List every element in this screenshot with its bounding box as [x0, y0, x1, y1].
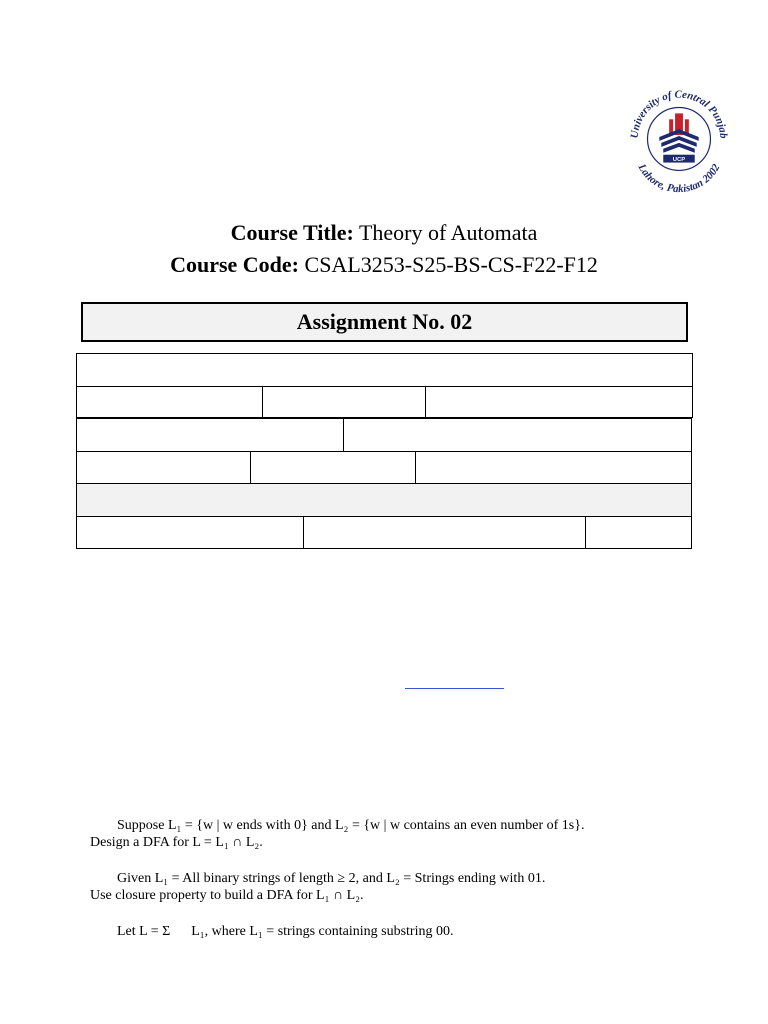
- course-code: [0, 251, 768, 279]
- table-cell[interactable]: [586, 517, 692, 549]
- student-info-table-row5: [76, 483, 692, 517]
- logo-emblem-icon: [659, 113, 698, 163]
- table-cell[interactable]: [77, 517, 304, 549]
- table-cell[interactable]: [344, 419, 692, 452]
- logo-text-top: University of Central Punjab: [628, 88, 730, 139]
- table-row: [77, 354, 693, 387]
- table-row: [77, 517, 692, 549]
- table-cell[interactable]: [263, 387, 426, 418]
- question-3-line-1: Let L = Σ L₁, where L₁ = strings containing substring 00.: [117, 924, 454, 939]
- table-cell[interactable]: [77, 354, 693, 387]
- assignment-heading: Assignment No. 02: [81, 302, 688, 342]
- student-info-table: [76, 353, 693, 418]
- table-row: [77, 419, 692, 452]
- question-1-line-1: Suppose L₁ = {w | w ends with 0} and L₂ = {w | w contains an even number of 1s}.: [117, 818, 585, 833]
- course-code-value: CSAL3253-S25-BS-CS-F22-F12: [304, 252, 598, 277]
- student-info-table-row4: [76, 451, 692, 484]
- table-cell[interactable]: [77, 452, 251, 484]
- table-row: [77, 452, 692, 484]
- student-info-table-row3: [76, 418, 692, 452]
- course-title: [0, 219, 768, 247]
- table-cell[interactable]: [77, 484, 692, 517]
- course-title-label: Course Title:: [230, 220, 354, 245]
- university-logo: [620, 78, 738, 196]
- question-1-line-2: Design a DFA for L = L₁ ∩ L₂.: [90, 835, 263, 850]
- course-title-value: Theory of Automata: [358, 220, 538, 245]
- question-2-line-2: Use closure property to build a DFA for L₁ ∩ L₂.: [90, 888, 364, 903]
- table-row: [77, 484, 692, 517]
- course-code-label: Course Code:: [170, 252, 300, 277]
- student-info-table-row6: [76, 516, 692, 549]
- table-cell[interactable]: [77, 387, 263, 418]
- hyperlink-underline[interactable]: [405, 688, 504, 689]
- table-cell[interactable]: [77, 419, 344, 452]
- table-cell[interactable]: [416, 452, 692, 484]
- logo-monogram: UCP: [672, 157, 686, 164]
- logo-text-bottom: Lahore, Pakistan 2002: [635, 162, 723, 196]
- svg-text:Lahore, Pakistan 2002: [635, 161, 723, 195]
- table-cell[interactable]: [426, 387, 693, 418]
- table-row: [77, 387, 693, 418]
- table-cell[interactable]: [304, 517, 586, 549]
- table-cell[interactable]: [251, 452, 416, 484]
- question-2-line-1: Given L₁ = All binary strings of length ≥ 2, and L₂ = Strings ending with 01.: [117, 871, 546, 886]
